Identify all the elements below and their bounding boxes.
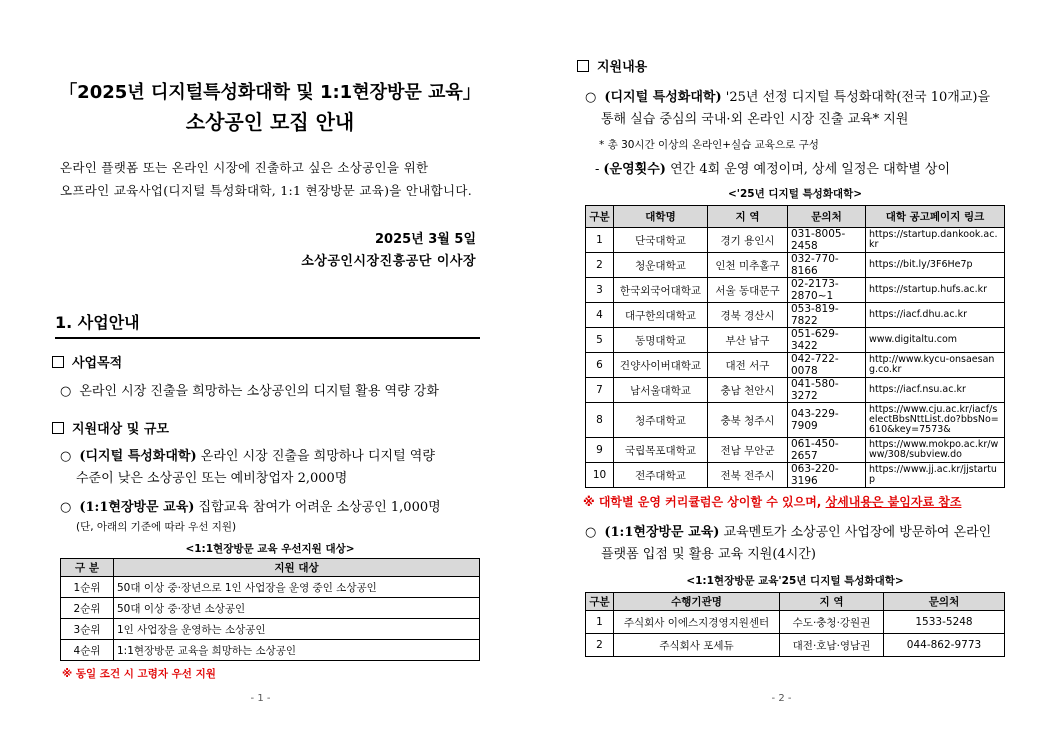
univ-link-cell[interactable]: https://iacf.nsu.ac.kr bbox=[866, 378, 1005, 403]
visit-item bbox=[585, 522, 1010, 566]
visit-region-cell: 수도·충청·강원권 bbox=[780, 611, 884, 634]
univ-name-cell: 단국대학교 bbox=[614, 228, 708, 253]
univ-no-cell: 5 bbox=[586, 328, 614, 353]
table-row bbox=[586, 403, 1005, 438]
visit-header: 구분 bbox=[586, 593, 614, 611]
purpose-text: 온라인 시장 진출을 희망하는 소상공인의 디지털 활용 역량 강화 bbox=[79, 384, 439, 399]
visit-header: 문의처 bbox=[884, 593, 1005, 611]
doc-date: 2025년 3월 5일 bbox=[375, 232, 476, 247]
univ-contact-cell: 043-229-7909 bbox=[788, 403, 866, 438]
univ-region-cell: 전남 무안군 bbox=[708, 438, 788, 463]
doc-org: 소상공인시장진흥공단 이사장 bbox=[301, 254, 476, 269]
priority-target-cell: 1:1현장방문 교육을 희망하는 소상공인 bbox=[114, 640, 480, 661]
circle-bullet-icon: ○ bbox=[585, 525, 597, 540]
intro-line: 오프라인 교육사업(디지털 특성화대학, 1:1 현장방문 교육)을 안내합니다. bbox=[60, 183, 473, 198]
univ-link-cell[interactable]: https://startup.dankook.ac.kr bbox=[866, 228, 1005, 253]
checkbox-square-icon bbox=[52, 422, 64, 434]
checkbox-square-icon bbox=[577, 60, 589, 72]
table-row bbox=[61, 598, 480, 619]
circle-bullet-icon: ○ bbox=[60, 449, 72, 464]
target2-text: 집합교육 참여가 어려운 소상공인 1,000명 bbox=[194, 500, 441, 515]
univ-no-cell: 3 bbox=[586, 278, 614, 303]
univ-table bbox=[585, 205, 1005, 488]
purpose-heading-text: 사업목적 bbox=[72, 356, 123, 371]
univ-link-cell[interactable]: https://iacf.dhu.ac.kr bbox=[866, 303, 1005, 328]
univ-name-cell: 청주대학교 bbox=[614, 403, 708, 438]
doc-title-line2: 소상공인 모집 안내 bbox=[185, 110, 355, 134]
priority-header: 구 분 bbox=[61, 559, 114, 577]
univ-contact-cell: 031-8005-2458 bbox=[788, 228, 866, 253]
univ-no-cell: 2 bbox=[586, 253, 614, 278]
univ-link-cell[interactable]: https://www.jj.ac.kr/jjstartup bbox=[866, 463, 1005, 488]
table-row bbox=[586, 353, 1005, 378]
univ-contact-cell: 041-580-3272 bbox=[788, 378, 866, 403]
univ-contact-cell: 042-722-0078 bbox=[788, 353, 866, 378]
univ-contact-cell: 053-819-7822 bbox=[788, 303, 866, 328]
univ-name-cell: 전주대학교 bbox=[614, 463, 708, 488]
table-row bbox=[586, 328, 1005, 353]
priority-rank-cell: 4순위 bbox=[61, 640, 114, 661]
univ-region-cell: 경북 경산시 bbox=[708, 303, 788, 328]
circle-bullet-icon: ○ bbox=[60, 500, 72, 515]
table-row bbox=[586, 634, 1005, 657]
page-number: - 2 - bbox=[771, 693, 792, 704]
visit-org-cell: 주식회사 이에스지경영지원센터 bbox=[614, 611, 780, 634]
table-row bbox=[61, 577, 480, 598]
digital-note: * 총 30시간 이상의 온라인+실습 교육으로 구성 bbox=[599, 139, 819, 151]
univ-caption: <'25년 디지털 특성화대학> bbox=[727, 188, 863, 200]
digital-label: (디지털 특성화대학) bbox=[604, 90, 722, 105]
table-row bbox=[61, 640, 480, 661]
univ-link-cell[interactable]: www.digitaltu.com bbox=[866, 328, 1005, 353]
univ-link-cell[interactable]: https://www.cju.ac.kr/iacf/selectBbsNttList.do?bbsNo=610&key=7573& bbox=[866, 403, 1005, 438]
target-item-visit bbox=[60, 497, 485, 519]
univ-region-cell: 충남 천안시 bbox=[708, 378, 788, 403]
target1-text-cont: 수준이 낮은 소상공인 또는 예비창업자 2,000명 bbox=[76, 471, 348, 486]
univ-contact-cell: 032-770-8166 bbox=[788, 253, 866, 278]
univ-name-cell: 남서울대학교 bbox=[614, 378, 708, 403]
univ-region-cell: 부산 남구 bbox=[708, 328, 788, 353]
table-row bbox=[586, 228, 1005, 253]
univ-note-text: ※ 대학별 운영 커리큘럼은 상이할 수 있으며, bbox=[583, 495, 826, 509]
priority-note: ※ 동일 조건 시 고령자 우선 지원 bbox=[62, 668, 216, 680]
table-row bbox=[586, 253, 1005, 278]
univ-name-cell: 청운대학교 bbox=[614, 253, 708, 278]
target-heading-text: 지원대상 및 규모 bbox=[72, 422, 169, 437]
circle-bullet-icon: ○ bbox=[585, 90, 597, 105]
page-number: - 1 - bbox=[250, 693, 271, 704]
univ-name-cell: 대구한의대학교 bbox=[614, 303, 708, 328]
section-title: 1. 사업안내 bbox=[55, 310, 480, 339]
univ-link-cell[interactable]: https://startup.hufs.ac.kr bbox=[866, 278, 1005, 303]
visit-header: 수행기관명 bbox=[614, 593, 780, 611]
univ-contact-cell: 02-2173-2870~1 bbox=[788, 278, 866, 303]
univ-no-cell: 7 bbox=[586, 378, 614, 403]
digital-item bbox=[585, 87, 1010, 131]
visit-contact-cell: 1533-5248 bbox=[884, 611, 1005, 634]
table-row bbox=[586, 463, 1005, 488]
table-row bbox=[586, 303, 1005, 328]
digital-text-cont: 통해 실습 중심의 국내·외 온라인 시장 진출 교육* 지원 bbox=[601, 112, 909, 127]
table-row bbox=[61, 619, 480, 640]
univ-no-cell: 4 bbox=[586, 303, 614, 328]
target1-label: (디지털 특성화대학) bbox=[79, 449, 197, 464]
univ-name-cell: 건양사이버대학교 bbox=[614, 353, 708, 378]
univ-link-cell[interactable]: https://bit.ly/3F6He7p bbox=[866, 253, 1005, 278]
univ-no-cell: 8 bbox=[586, 403, 614, 438]
table-row bbox=[586, 438, 1005, 463]
target-item-digital bbox=[60, 446, 485, 490]
priority-rank-cell: 2순위 bbox=[61, 598, 114, 619]
univ-region-cell: 전북 전주시 bbox=[708, 463, 788, 488]
univ-name-cell: 국립목포대학교 bbox=[614, 438, 708, 463]
univ-note bbox=[583, 493, 961, 510]
support-heading bbox=[577, 56, 647, 75]
target2-label: (1:1현장방문 교육) bbox=[79, 500, 195, 515]
table-row bbox=[586, 611, 1005, 634]
univ-header: 대학명 bbox=[614, 206, 708, 228]
operation-label: (운영횟수) bbox=[603, 162, 666, 177]
operation-item bbox=[595, 159, 1015, 181]
operation-text: 연간 4회 운영 예정이며, 상세 일정은 대학별 상이 bbox=[665, 162, 951, 177]
univ-no-cell: 1 bbox=[586, 228, 614, 253]
univ-region-cell: 인천 미추홀구 bbox=[708, 253, 788, 278]
visit-text: 교육멘토가 소상공인 사업장에 방문하여 온라인 bbox=[719, 525, 992, 540]
univ-note-link[interactable]: 상세내용은 붙임자료 참조 bbox=[825, 495, 962, 509]
table-row bbox=[586, 378, 1005, 403]
support-heading-text: 지원내용 bbox=[597, 60, 648, 75]
dash-bullet-icon: - bbox=[595, 162, 600, 177]
univ-link-cell[interactable]: https://www.mokpo.ac.kr/www/308/subview.do bbox=[866, 438, 1005, 463]
univ-region-cell: 충북 청주시 bbox=[708, 403, 788, 438]
priority-target-cell: 50대 이상 중·장년 소상공인 bbox=[114, 598, 480, 619]
univ-name-cell: 동명대학교 bbox=[614, 328, 708, 353]
univ-contact-cell: 051-629-3422 bbox=[788, 328, 866, 353]
target-heading bbox=[52, 418, 169, 437]
visit-contact-cell: 044-862-9773 bbox=[884, 634, 1005, 657]
priority-target-cell: 50대 이상 중·장년으로 1인 사업장을 운영 중인 소상공인 bbox=[114, 577, 480, 598]
purpose-heading bbox=[52, 352, 122, 371]
priority-rank-cell: 3순위 bbox=[61, 619, 114, 640]
univ-header: 대학 공고페이지 링크 bbox=[866, 206, 1005, 228]
visit-caption: <1:1현장방문 교육'25년 디지털 특성화대학> bbox=[686, 575, 904, 587]
visit-text-cont: 플랫폼 입점 및 활용 교육 지원(4시간) bbox=[601, 547, 816, 562]
priority-rank-cell: 1순위 bbox=[61, 577, 114, 598]
univ-no-cell: 9 bbox=[586, 438, 614, 463]
page-2 bbox=[521, 0, 1042, 730]
visit-no-cell: 2 bbox=[586, 634, 614, 657]
visit-label: (1:1현장방문 교육) bbox=[604, 525, 720, 540]
table-row bbox=[586, 278, 1005, 303]
priority-table bbox=[60, 558, 480, 661]
univ-header: 문의처 bbox=[788, 206, 866, 228]
univ-region-cell: 서울 동대문구 bbox=[708, 278, 788, 303]
univ-header: 구분 bbox=[586, 206, 614, 228]
intro-paragraph bbox=[60, 156, 480, 202]
univ-name-cell: 한국외국어대학교 bbox=[614, 278, 708, 303]
visit-header: 지 역 bbox=[780, 593, 884, 611]
univ-no-cell: 10 bbox=[586, 463, 614, 488]
visit-table bbox=[585, 592, 1005, 657]
univ-region-cell: 대전 서구 bbox=[708, 353, 788, 378]
checkbox-square-icon bbox=[52, 356, 64, 368]
visit-no-cell: 1 bbox=[586, 611, 614, 634]
visit-org-cell: 주식회사 포세듀 bbox=[614, 634, 780, 657]
digital-text: '25년 선정 디지털 특성화대학(전국 10개교)을 bbox=[721, 90, 991, 105]
intro-line: 온라인 플랫폼 또는 온라인 시장에 진출하고 싶은 소상공인을 위한 bbox=[60, 160, 429, 175]
priority-header: 지원 대상 bbox=[114, 559, 480, 577]
univ-no-cell: 6 bbox=[586, 353, 614, 378]
univ-contact-cell: 063-220-3196 bbox=[788, 463, 866, 488]
circle-bullet-icon: ○ bbox=[60, 384, 72, 399]
purpose-item bbox=[60, 381, 485, 403]
univ-region-cell: 경기 용인시 bbox=[708, 228, 788, 253]
doc-title-line1: 「2025년 디지털특성화대학 및 1:1현장방문 교육」 bbox=[59, 82, 481, 103]
priority-caption: <1:1현장방문 교육 우선지원 대상> bbox=[185, 543, 355, 555]
priority-target-cell: 1인 사업장을 운영하는 소상공인 bbox=[114, 619, 480, 640]
univ-header: 지 역 bbox=[708, 206, 788, 228]
visit-region-cell: 대전·호남·영남권 bbox=[780, 634, 884, 657]
target1-text: 온라인 시장 진출을 희망하나 디지털 역량 bbox=[196, 449, 435, 464]
univ-link-cell[interactable]: http://www.kycu-onsaesang.co.kr bbox=[866, 353, 1005, 378]
target2-note: (단, 아래의 기준에 따라 우선 지원) bbox=[76, 521, 237, 533]
univ-contact-cell: 061-450-2657 bbox=[788, 438, 866, 463]
